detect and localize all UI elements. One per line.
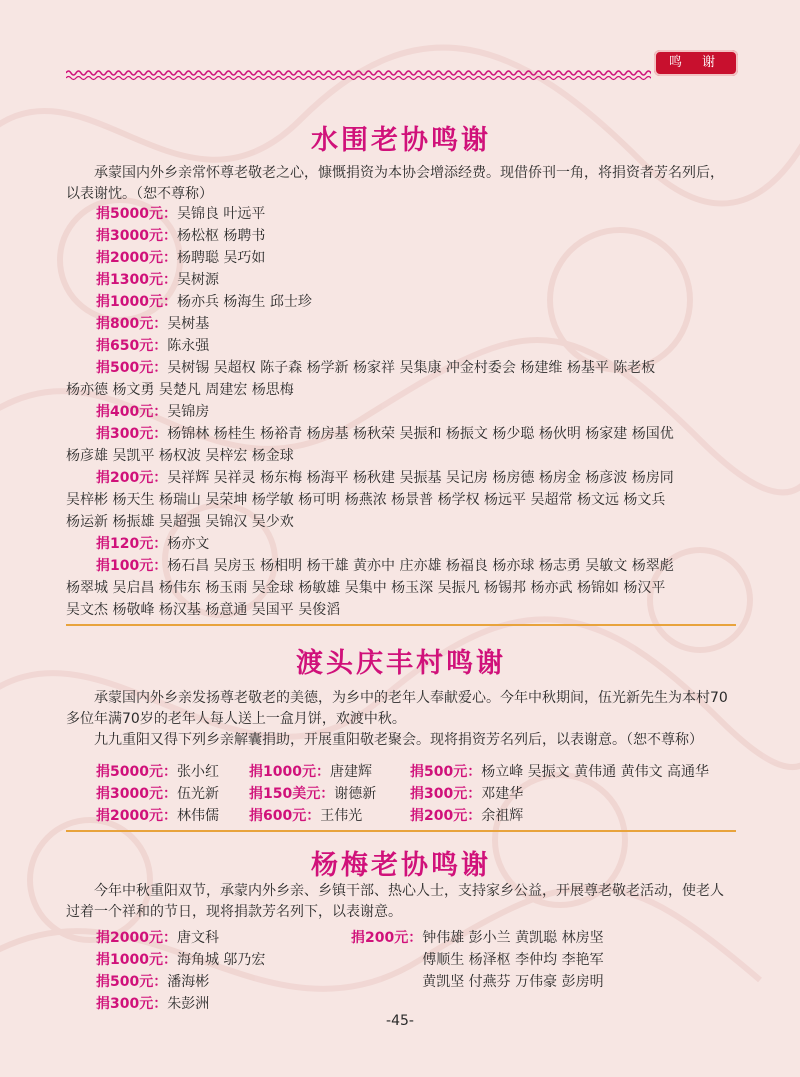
donation-amount: 捐650元： bbox=[96, 338, 168, 354]
donation-amount: 捐300元： bbox=[96, 426, 168, 442]
header-wave-rule bbox=[66, 63, 651, 83]
donor-column-1 bbox=[96, 761, 219, 827]
section-tag: 鸣 谢 bbox=[654, 50, 738, 76]
donor-names: 潘海彬 bbox=[167, 974, 210, 990]
donor-names: 杨亦德 杨文勇 吴楚凡 周建宏 杨思梅 bbox=[66, 382, 294, 398]
donation-amount: 捐100元： bbox=[96, 558, 168, 574]
donor-names: 余祖辉 bbox=[481, 808, 524, 824]
donation-amount: 捐2000元： bbox=[96, 250, 177, 266]
donor-names: 黄凯坚 付燕芬 万伟豪 彭房明 bbox=[422, 974, 604, 990]
donor-names: 杨亦文 bbox=[167, 536, 210, 552]
donor-names: 杨翠城 吴启昌 杨伟东 杨玉雨 吴金球 杨敏雄 吴集中 杨玉深 吴振凡 杨锡邦 杨亦武 杨锦如 杨汉平 bbox=[66, 580, 666, 596]
donor-line bbox=[96, 423, 766, 445]
donor-line bbox=[351, 971, 604, 993]
donor-names: 吴祥辉 吴祥灵 杨东梅 杨海平 杨秋建 吴振基 吴记房 杨房德 杨房金 杨彦波 杨房同 bbox=[167, 470, 674, 486]
donor-line bbox=[249, 805, 376, 827]
donor-line bbox=[96, 927, 265, 949]
section-intro-shuiwei: 承蒙国内外乡亲常怀尊老敬老之心，慷慨捐资为本协会增添经费。现借侨刊一角，将捐资者芳名列后，以表谢忱。（恕不尊称） bbox=[66, 165, 724, 202]
donation-amount: 捐120元： bbox=[96, 536, 168, 552]
donor-line bbox=[96, 555, 766, 577]
donation-amount: 捐200元： bbox=[96, 470, 168, 486]
donor-line bbox=[410, 783, 709, 805]
donation-amount: 捐2000元： bbox=[96, 808, 177, 824]
donation-amount: 捐500元： bbox=[96, 974, 168, 990]
donation-amount: 捐5000元： bbox=[96, 764, 177, 780]
donor-names: 吴文杰 杨敬峰 杨汉基 杨意通 吴国平 吴俊滔 bbox=[66, 602, 341, 618]
donor-names: 杨立峰 吴振文 黄伟通 黄伟文 高通华 bbox=[481, 764, 710, 780]
section-intro-yangmei: 今年中秋重阳双节，承蒙内外乡亲、乡镇干部、热心人士，支持家乡公益，开展尊老敬老活动，使老人过着一个祥和的节日，现将捐款芳名列下，以表谢意。 bbox=[66, 883, 724, 920]
donor-names: 傅顺生 杨泽枢 李仲均 李艳军 bbox=[422, 952, 604, 968]
donation-amount: 捐200元： bbox=[410, 808, 482, 824]
donor-names: 朱彭洲 bbox=[167, 996, 210, 1012]
donor-names: 杨运新 杨振雄 吴超强 吴锦汉 吴少欢 bbox=[66, 514, 294, 530]
donation-amount: 捐1300元： bbox=[96, 272, 177, 288]
donor-line bbox=[249, 783, 376, 805]
donor-line bbox=[96, 949, 265, 971]
donor-line bbox=[410, 805, 709, 827]
donor-line bbox=[96, 993, 265, 1015]
donor-line bbox=[96, 225, 766, 247]
donor-line bbox=[96, 291, 766, 313]
donation-amount: 捐3000元： bbox=[96, 786, 177, 802]
donor-names: 杨石昌 吴房玉 杨相明 杨干雄 黄亦中 庄亦雄 杨福良 杨亦球 杨志勇 吴敏文 杨翠彪 bbox=[167, 558, 674, 574]
donor-column-1 bbox=[96, 927, 265, 1015]
donor-names: 吴锦良 叶远平 bbox=[176, 206, 266, 222]
section-intro-dutou-1: 承蒙国内外乡亲发扬尊老敬老的美德，为乡中的老年人奉献爱心。今年中秋期间，伍光新先生为本村70多位年满70岁的老年人每人送上一盒月饼，欢渡中秋。 bbox=[66, 690, 728, 727]
donor-line bbox=[96, 335, 766, 357]
section-divider bbox=[66, 830, 736, 832]
donor-line bbox=[96, 203, 766, 225]
donor-line bbox=[96, 247, 766, 269]
donor-line bbox=[96, 805, 219, 827]
donor-names: 钟伟雄 彭小兰 黄凯聪 林房坚 bbox=[422, 930, 604, 946]
donor-line bbox=[96, 533, 766, 555]
donor-line bbox=[66, 445, 736, 467]
donor-line bbox=[66, 577, 736, 599]
donor-column-2 bbox=[351, 927, 604, 993]
donor-line bbox=[66, 511, 736, 533]
donor-names: 吴梓彬 杨天生 杨瑞山 吴荣坤 杨学敏 杨可明 杨燕浓 杨景普 杨学权 杨远平 吴超常 杨文远 杨文兵 bbox=[66, 492, 666, 508]
donor-column-3 bbox=[410, 761, 709, 827]
donor-names: 杨亦兵 杨海生 邱士珍 bbox=[176, 294, 312, 310]
donation-amount: 捐300元： bbox=[96, 996, 168, 1012]
donor-line bbox=[96, 467, 766, 489]
donor-line bbox=[96, 313, 766, 335]
donor-line bbox=[66, 599, 736, 621]
donor-line bbox=[96, 761, 219, 783]
section-title-shuiwei: 水围老协鸣谢 bbox=[311, 125, 491, 156]
donor-names: 王伟光 bbox=[320, 808, 363, 824]
donor-names: 杨松枢 杨聘书 bbox=[176, 228, 266, 244]
donor-names: 邓建华 bbox=[481, 786, 524, 802]
section-title-yangmei: 杨梅老协鸣谢 bbox=[311, 850, 491, 881]
donor-names: 吴锦房 bbox=[167, 404, 210, 420]
donor-column-2 bbox=[249, 761, 376, 827]
donation-amount: 捐200元： bbox=[351, 930, 423, 946]
section-intro-dutou-2: 九九重阳又得下列乡亲解囊捐助，开展重阳敬老聚会。现将捐资芳名列后，以表谢意。（恕不尊称） bbox=[94, 732, 703, 748]
section-title-dutou: 渡头庆丰村鸣谢 bbox=[296, 648, 506, 679]
donation-amount: 捐400元： bbox=[96, 404, 168, 420]
donor-names: 杨彦雄 吴凯平 杨权波 吴梓宏 杨金球 bbox=[66, 448, 294, 464]
donation-amount: 捐3000元： bbox=[96, 228, 177, 244]
donor-names: 吴树锡 吴超权 陈子森 杨学新 杨家祥 吴集康 冲金村委会 杨建维 杨基平 陈老板 bbox=[167, 360, 656, 376]
donor-names: 吴树源 bbox=[176, 272, 219, 288]
donation-amount: 捐150美元： bbox=[249, 786, 335, 802]
donation-amount: 捐300元： bbox=[410, 786, 482, 802]
donor-names: 张小红 bbox=[176, 764, 219, 780]
donor-line bbox=[410, 761, 709, 783]
donor-line bbox=[96, 269, 766, 291]
donor-names: 陈永强 bbox=[167, 338, 210, 354]
donor-line bbox=[351, 927, 604, 949]
donor-line bbox=[66, 379, 736, 401]
donation-amount: 捐500元： bbox=[410, 764, 482, 780]
page-number: -45- bbox=[386, 1013, 414, 1029]
donor-names: 伍光新 bbox=[176, 786, 219, 802]
donor-line bbox=[96, 357, 766, 379]
donor-names: 海角城 邬乃宏 bbox=[176, 952, 266, 968]
donor-names: 杨聘聪 吴巧如 bbox=[176, 250, 266, 266]
donation-amount: 捐600元： bbox=[249, 808, 321, 824]
donor-line bbox=[96, 783, 219, 805]
donor-names: 唐建辉 bbox=[329, 764, 372, 780]
donor-names: 杨锦林 杨桂生 杨裕青 杨房基 杨秋荣 吴振和 杨振文 杨少聪 杨伙明 杨家建 杨国优 bbox=[167, 426, 674, 442]
donation-amount: 捐1000元： bbox=[96, 294, 177, 310]
donor-names: 林伟儒 bbox=[176, 808, 219, 824]
donor-names: 吴树基 bbox=[167, 316, 210, 332]
donor-line bbox=[66, 489, 736, 511]
donation-amount: 捐5000元： bbox=[96, 206, 177, 222]
donor-line bbox=[96, 401, 766, 423]
donation-amount: 捐1000元： bbox=[249, 764, 330, 780]
donor-names: 谢德新 bbox=[334, 786, 377, 802]
section-divider bbox=[66, 624, 736, 626]
donor-line bbox=[249, 761, 376, 783]
donor-line bbox=[351, 949, 604, 971]
donor-names: 唐文科 bbox=[176, 930, 219, 946]
donor-line bbox=[96, 971, 265, 993]
donation-amount: 捐2000元： bbox=[96, 930, 177, 946]
donation-amount: 捐800元： bbox=[96, 316, 168, 332]
donation-amount: 捐500元： bbox=[96, 360, 168, 376]
donation-amount: 捐1000元： bbox=[96, 952, 177, 968]
